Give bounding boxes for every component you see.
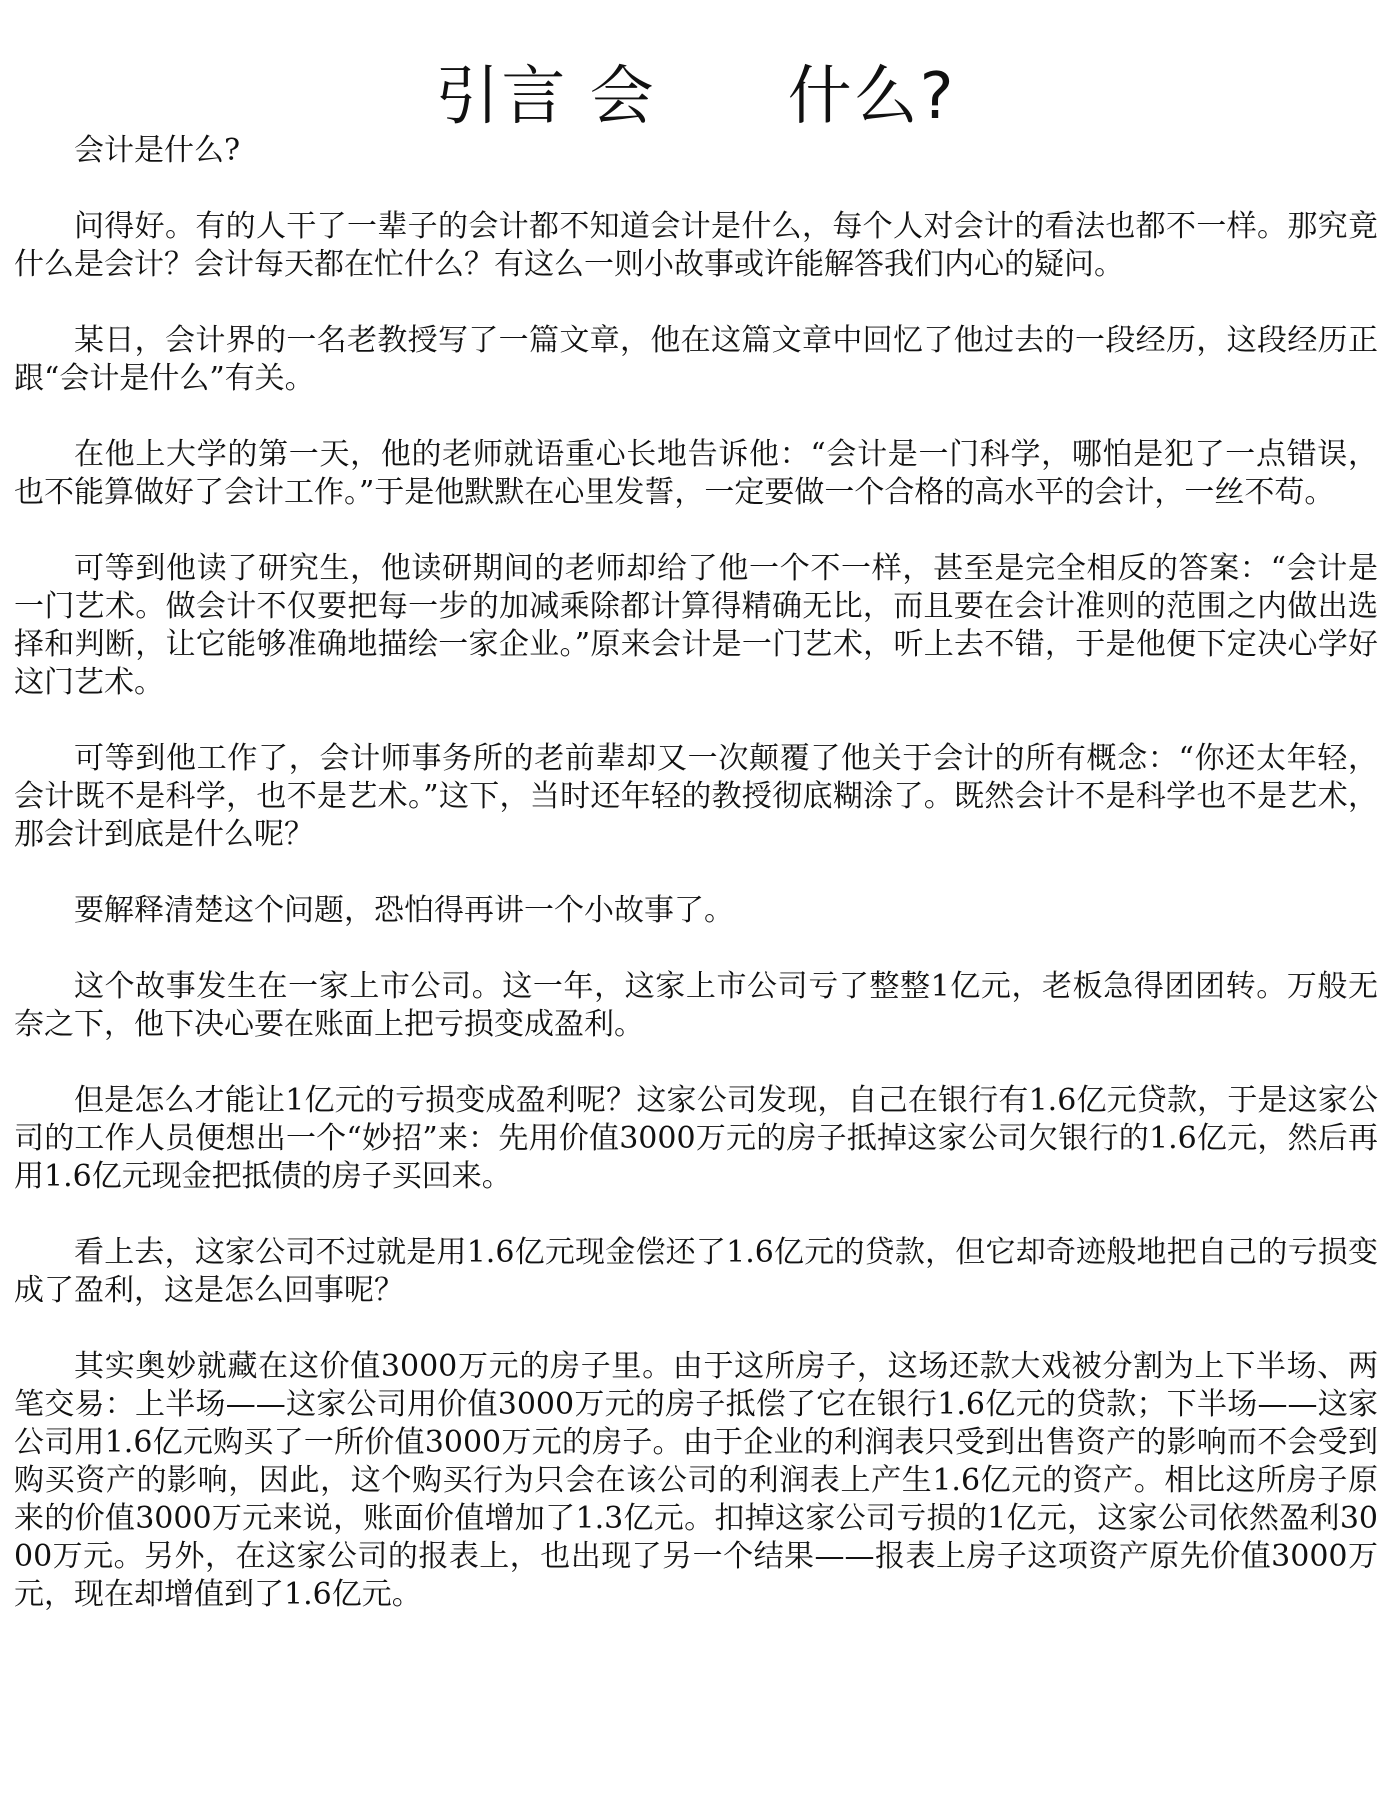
paragraph-4: 在他上大学的第一天，他的老师就语重心长地告诉他：“会计是一门科学，哪怕是犯了一点错误，也不能算做好了会计工作。”于是他默默在心里发誓，一定要做一个合格的高水平的会计，一丝不苟。: [14, 437, 1378, 510]
paragraph-7: 要解释清楚这个问题，恐怕得再讲一个小故事了。: [74, 893, 734, 928]
paragraph-9: 但是怎么才能让1亿元的亏损变成盈利呢？这家公司发现，自己在银行有1.6亿元贷款，于是这家公司的工作人员便想出一个“妙招”来：先用价值3000万元的房子抵掉这家公司欠银行的1.6亿元，然后再用1.6亿元现金把抵债的房子买回来。: [14, 1083, 1378, 1194]
paragraph-8: 这个故事发生在一家上市公司。这一年，这家上市公司亏了整整1亿元，老板急得团团转。万般无奈之下，他下决心要在账面上把亏损变成盈利。: [14, 969, 1378, 1042]
paragraph-11: 其实奥妙就藏在这价值3000万元的房子里。由于这所房子，这场还款大戏被分割为上下半场、两笔交易：上半场——这家公司用价值3000万元的房子抵偿了它在银行1.6亿元的贷款；下半场——这家公司用1.6亿元购买了一所价值3000万元的房子。由于企业的利润表只受到出售资产的影响而不会受到购买资产的影响，因此，这个购买行为只会在该公司的利润表上产生1.6亿元的资产。相比这所房子原来的价值3000万元来说，账面价值增加了1.3亿元。扣掉这家公司亏损的1亿元，这家公司依然盈利3000万元。另外，在这家公司的报表上，也出现了另一个结果——报表上房子这项资产原先价值3000万元，现在却增值到了1.6亿元。: [14, 1349, 1378, 1612]
page-title: 引言 会 什么?: [435, 59, 956, 134]
paragraph-10: 看上去，这家公司不过就是用1.6亿元现金偿还了1.6亿元的贷款，但它却奇迹般地把自己的亏损变成了盈利，这是怎么回事呢？: [14, 1235, 1378, 1308]
paragraph-2: 问得好。有的人干了一辈子的会计都不知道会计是什么，每个人对会计的看法也都不一样。那究竟什么是会计？会计每天都在忙什么？有这么一则小故事或许能解答我们内心的疑问。: [14, 209, 1378, 282]
paragraph-6: 可等到他工作了，会计师事务所的老前辈却又一次颠覆了他关于会计的所有概念：“你还太年轻，会计既不是科学，也不是艺术。”这下，当时还年轻的教授彻底糊涂了。既然会计不是科学也不是艺术，那会计到底是什么呢？: [14, 741, 1378, 852]
paragraph-5: 可等到他读了研究生，他读研期间的老师却给了他一个不一样，甚至是完全相反的答案：“会计是一门艺术。做会计不仅要把每一步的加减乘除都计算得精确无比，而且要在会计准则的范围之内做出选择和判断，让它能够准确地描绘一家企业。”原来会计是一门艺术，听上去不错，于是他便下定决心学好这门艺术。: [14, 551, 1378, 700]
body-text: [14, 132, 1378, 1652]
paragraph-1: 会计是什么?: [74, 133, 241, 168]
paragraph-3: 某日，会计界的一名老教授写了一篇文章，他在这篇文章中回忆了他过去的一段经历，这段经历正跟“会计是什么”有关。: [14, 323, 1378, 396]
